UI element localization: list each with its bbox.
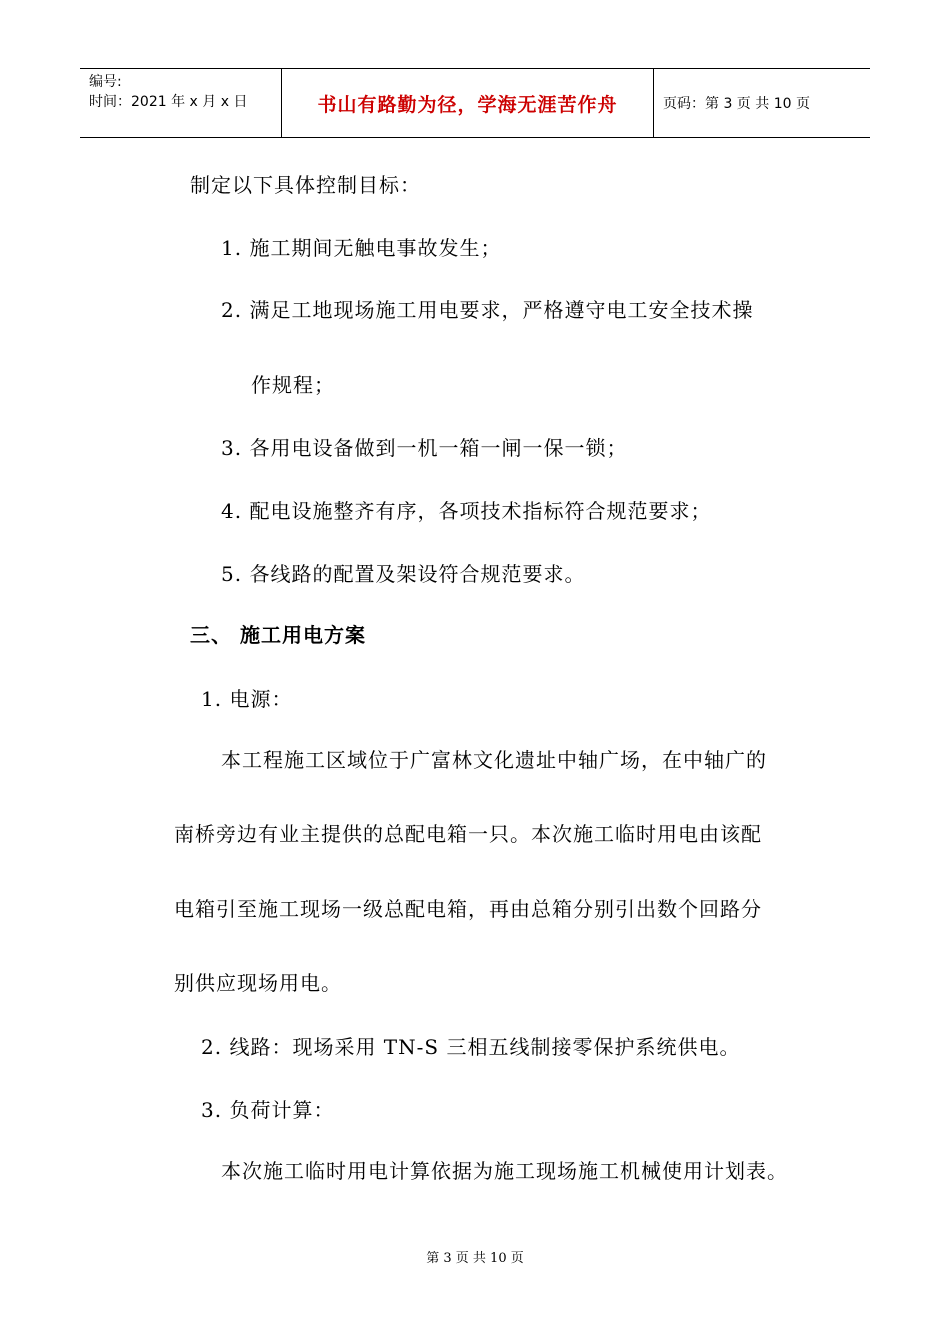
document-header	[80, 68, 870, 138]
goal-item-3: 3. 各用电设备做到一机一箱一闸一保一锁；	[221, 436, 628, 460]
goal-item-4: 4. 配电设施整齐有序，各项技术指标符合规范要求；	[221, 499, 712, 523]
power-source-paragraph-line2: 南桥旁边有业主提供的总配电箱一只。本次施工临时用电由该配	[174, 822, 762, 846]
load-calculation-paragraph: 本次施工临时用电计算依据为施工现场施工机械使用计划表。	[221, 1159, 788, 1183]
section-heading: 三、 施工用电方案	[190, 623, 366, 647]
goal-item-1: 1. 施工期间无触电事故发生；	[221, 236, 502, 260]
goal-item-2-line1: 2. 满足工地现场施工用电要求，严格遵守电工安全技术操	[221, 298, 754, 322]
wiring-item: 2. 线路：现场采用 TN-S 三相五线制接零保护系统供电。	[201, 1035, 741, 1059]
goal-item-2-line2: 作规程；	[251, 373, 335, 397]
header-motto: 书山有路勤为径，学海无涯苦作舟	[282, 69, 654, 137]
page-footer: 第 3 页 共 10 页	[426, 1251, 524, 1266]
power-source-paragraph-line4: 别供应现场用电。	[174, 971, 342, 995]
goal-item-5: 5. 各线路的配置及架设符合规范要求。	[221, 562, 586, 586]
header-meta	[80, 69, 282, 137]
load-calculation-item: 3. 负荷计算：	[201, 1098, 335, 1122]
document-number-label: 编号:	[89, 74, 122, 90]
power-source-item: 1. 电源：	[201, 687, 293, 711]
intro-text: 制定以下具体控制目标：	[190, 173, 421, 197]
power-source-paragraph-line3: 电箱引至施工现场一级总配电箱，再由总箱分别引出数个回路分	[174, 897, 762, 921]
power-source-paragraph-line1: 本工程施工区域位于广富林文化遗址中轴广场，在中轴广的	[221, 748, 767, 772]
document-date: 时间：2021 年 x 月 x 日	[89, 94, 248, 110]
header-page-info: 页码：第 3 页 共 10 页	[663, 96, 810, 112]
